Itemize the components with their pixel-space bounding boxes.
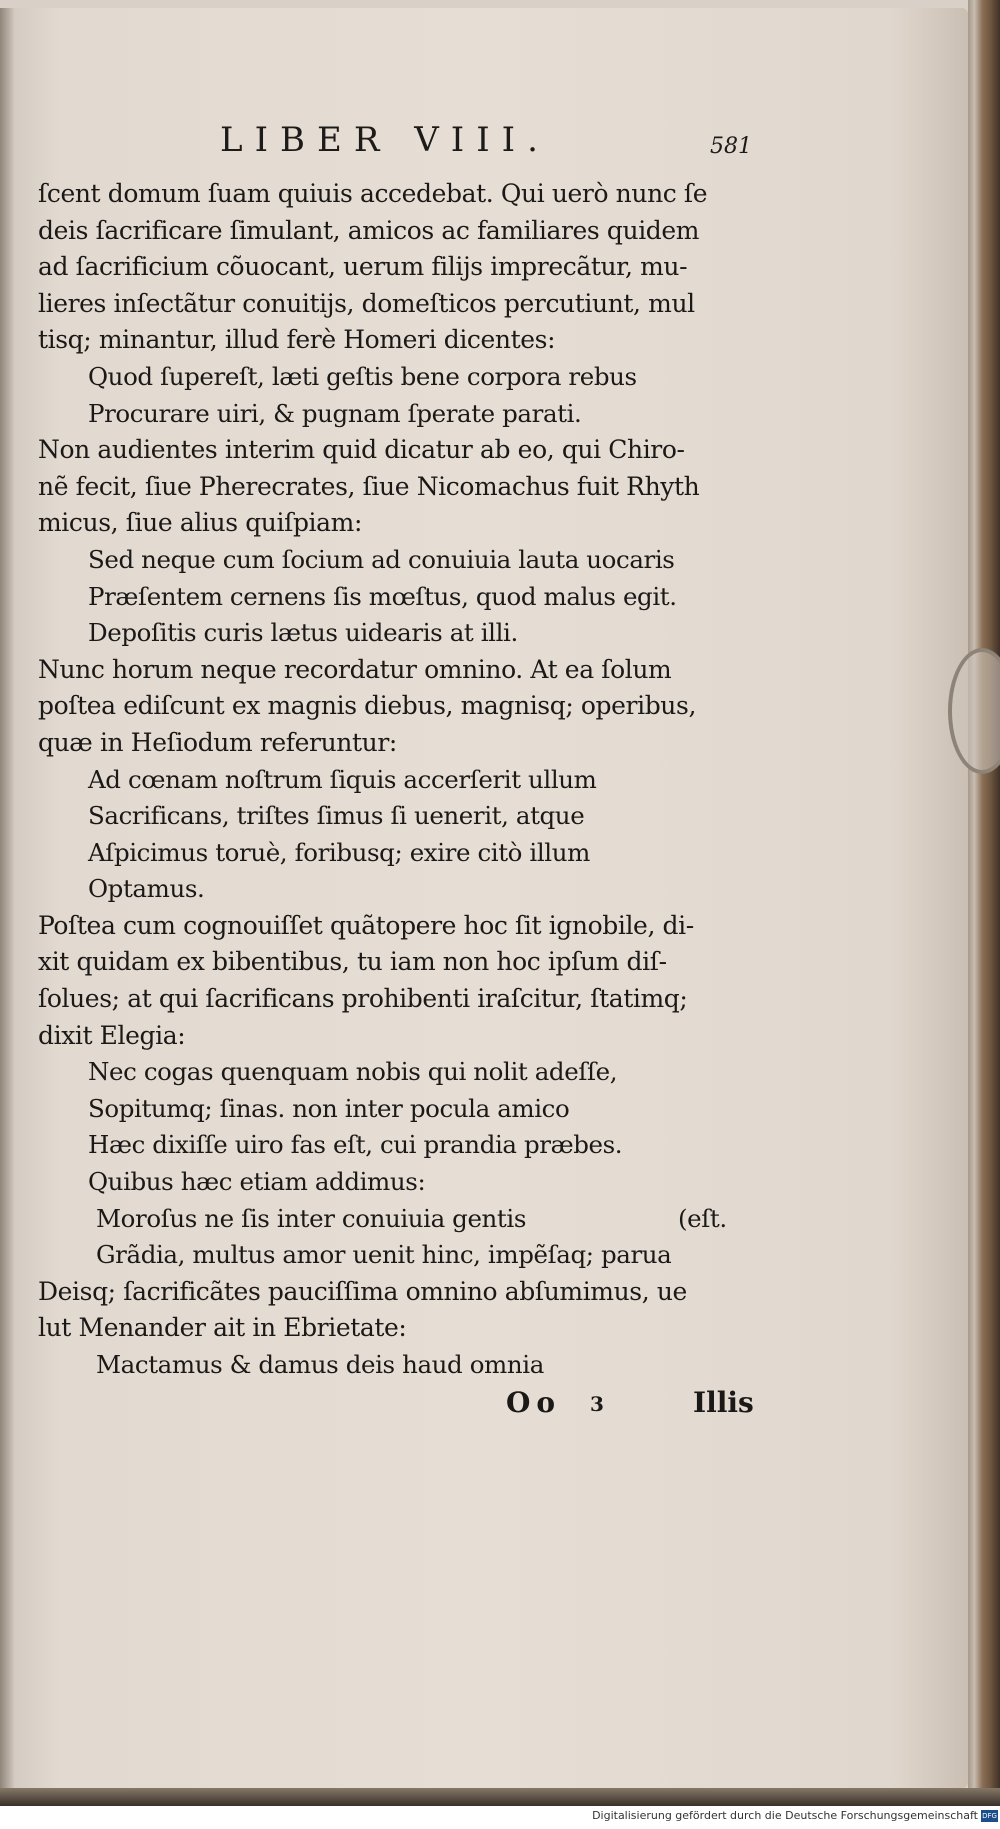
verse-line: Præſentem cernens ſis mœſtus, quod malus egit.	[88, 581, 677, 611]
text-line: xit quidam ex bibentibus, tu iam non hoc ipſum diſ-	[38, 947, 667, 977]
verse-text: Moroſus ne ſis inter conuiuia gentis	[96, 1203, 526, 1233]
turnover-text: (eſt.	[678, 1203, 727, 1233]
verse-line: Quod ſupereſt, læti geſtis bene corpora rebus	[88, 361, 637, 391]
text-line: deis ſacrificare ſimulant, amicos ac familiares quidem	[38, 215, 700, 245]
text-line: lieres inſectãtur conuitijs, domeſticos percutiunt, mul	[38, 288, 695, 318]
text-line: ſolues; at qui ſacrificans prohibenti iraſcitur, ſtatimq;	[38, 984, 688, 1014]
signature-mark: Oo	[506, 1386, 562, 1419]
verse-line: Ad cœnam noſtrum ſiquis accerſerit ullum	[88, 764, 597, 794]
verse-line: Depoſitis curis lætus uidearis at illi.	[88, 618, 518, 648]
page-header	[220, 120, 752, 164]
text-line: Non audientes interim quid dicatur ab eo, qui Chiro-	[38, 435, 685, 465]
text-line: lut Menander ait in Ebrietate:	[38, 1313, 407, 1343]
dfg-logo-icon: DFG	[982, 1812, 997, 1820]
verse-line	[38, 1201, 758, 1238]
text-line: ſcent domum ſuam quiuis accedebat. Qui uerò nunc ſe	[38, 179, 708, 208]
verse-line: Procurare uiri, & pugnam ſperate parati.	[88, 398, 582, 428]
verse-line: Aſpicimus toruè, foribusq; exire citò illum	[88, 837, 590, 867]
catchword: Illis	[693, 1386, 754, 1419]
verse-line: Mactamus & damus deis haud omnia	[96, 1350, 544, 1379]
verse-line: Sed neque cum ſocium ad conuiuia lauta uocaris	[88, 544, 675, 574]
binding-shadow	[0, 8, 14, 1788]
text-line: Nunc horum neque recordatur omnino. At ea ſolum	[38, 654, 672, 684]
text-line: micus, ſiue alius quiſpiam:	[38, 508, 362, 538]
verse-line: Nec cogas quenquam nobis qui nolit adeſſe,	[88, 1057, 618, 1087]
book-edge	[968, 0, 1000, 1800]
text-line: quæ in Heſiodum referuntur:	[38, 727, 397, 757]
text-line: Deisq; ſacrificãtes pauciſſima omnino abſumimus, ue	[38, 1276, 687, 1306]
verse-line: Sopitumq; ſinas. non inter pocula amico	[88, 1093, 570, 1123]
running-head: LIBER VIII.	[220, 120, 550, 160]
verse-line: Sacrificans, triſtes ſimus ſi uenerit, atque	[88, 801, 585, 831]
verse-line: Grãdia, multus amor uenit hinc, impẽſaq; parua	[96, 1240, 672, 1270]
verse-line: Optamus.	[88, 874, 205, 904]
text-line: poſtea ediſcunt ex magnis diebus, magnisq; operibus,	[38, 691, 696, 721]
verse-line: Hæc dixiſſe uiro fas eſt, cui prandia præbes.	[88, 1130, 623, 1160]
text-line: dixit Elegia:	[38, 1020, 186, 1050]
text-line: tisq; minantur, illud ferè Homeri dicentes:	[38, 325, 556, 355]
verse-line: Quibus hæc etiam addimus:	[88, 1167, 426, 1197]
text-line: nẽ fecit, ſiue Pherecrates, ſiue Nicomachus fuit Rhyth	[38, 471, 700, 501]
book-bottom-edge	[0, 1788, 1000, 1806]
funding-credit: Digitalisierung gefördert durch die Deutsche Forschungsgemeinschaft	[592, 1809, 978, 1822]
text-line: Poſtea cum cognouiſſet quãtopere hoc ſit ignobile, di-	[38, 910, 694, 940]
page-number: 581	[710, 134, 752, 159]
body-text	[38, 176, 758, 1384]
signature-number: 3	[590, 1392, 604, 1416]
text-line: ad ſacrificium cõuocant, uerum filijs imprecãtur, mu-	[38, 252, 688, 282]
